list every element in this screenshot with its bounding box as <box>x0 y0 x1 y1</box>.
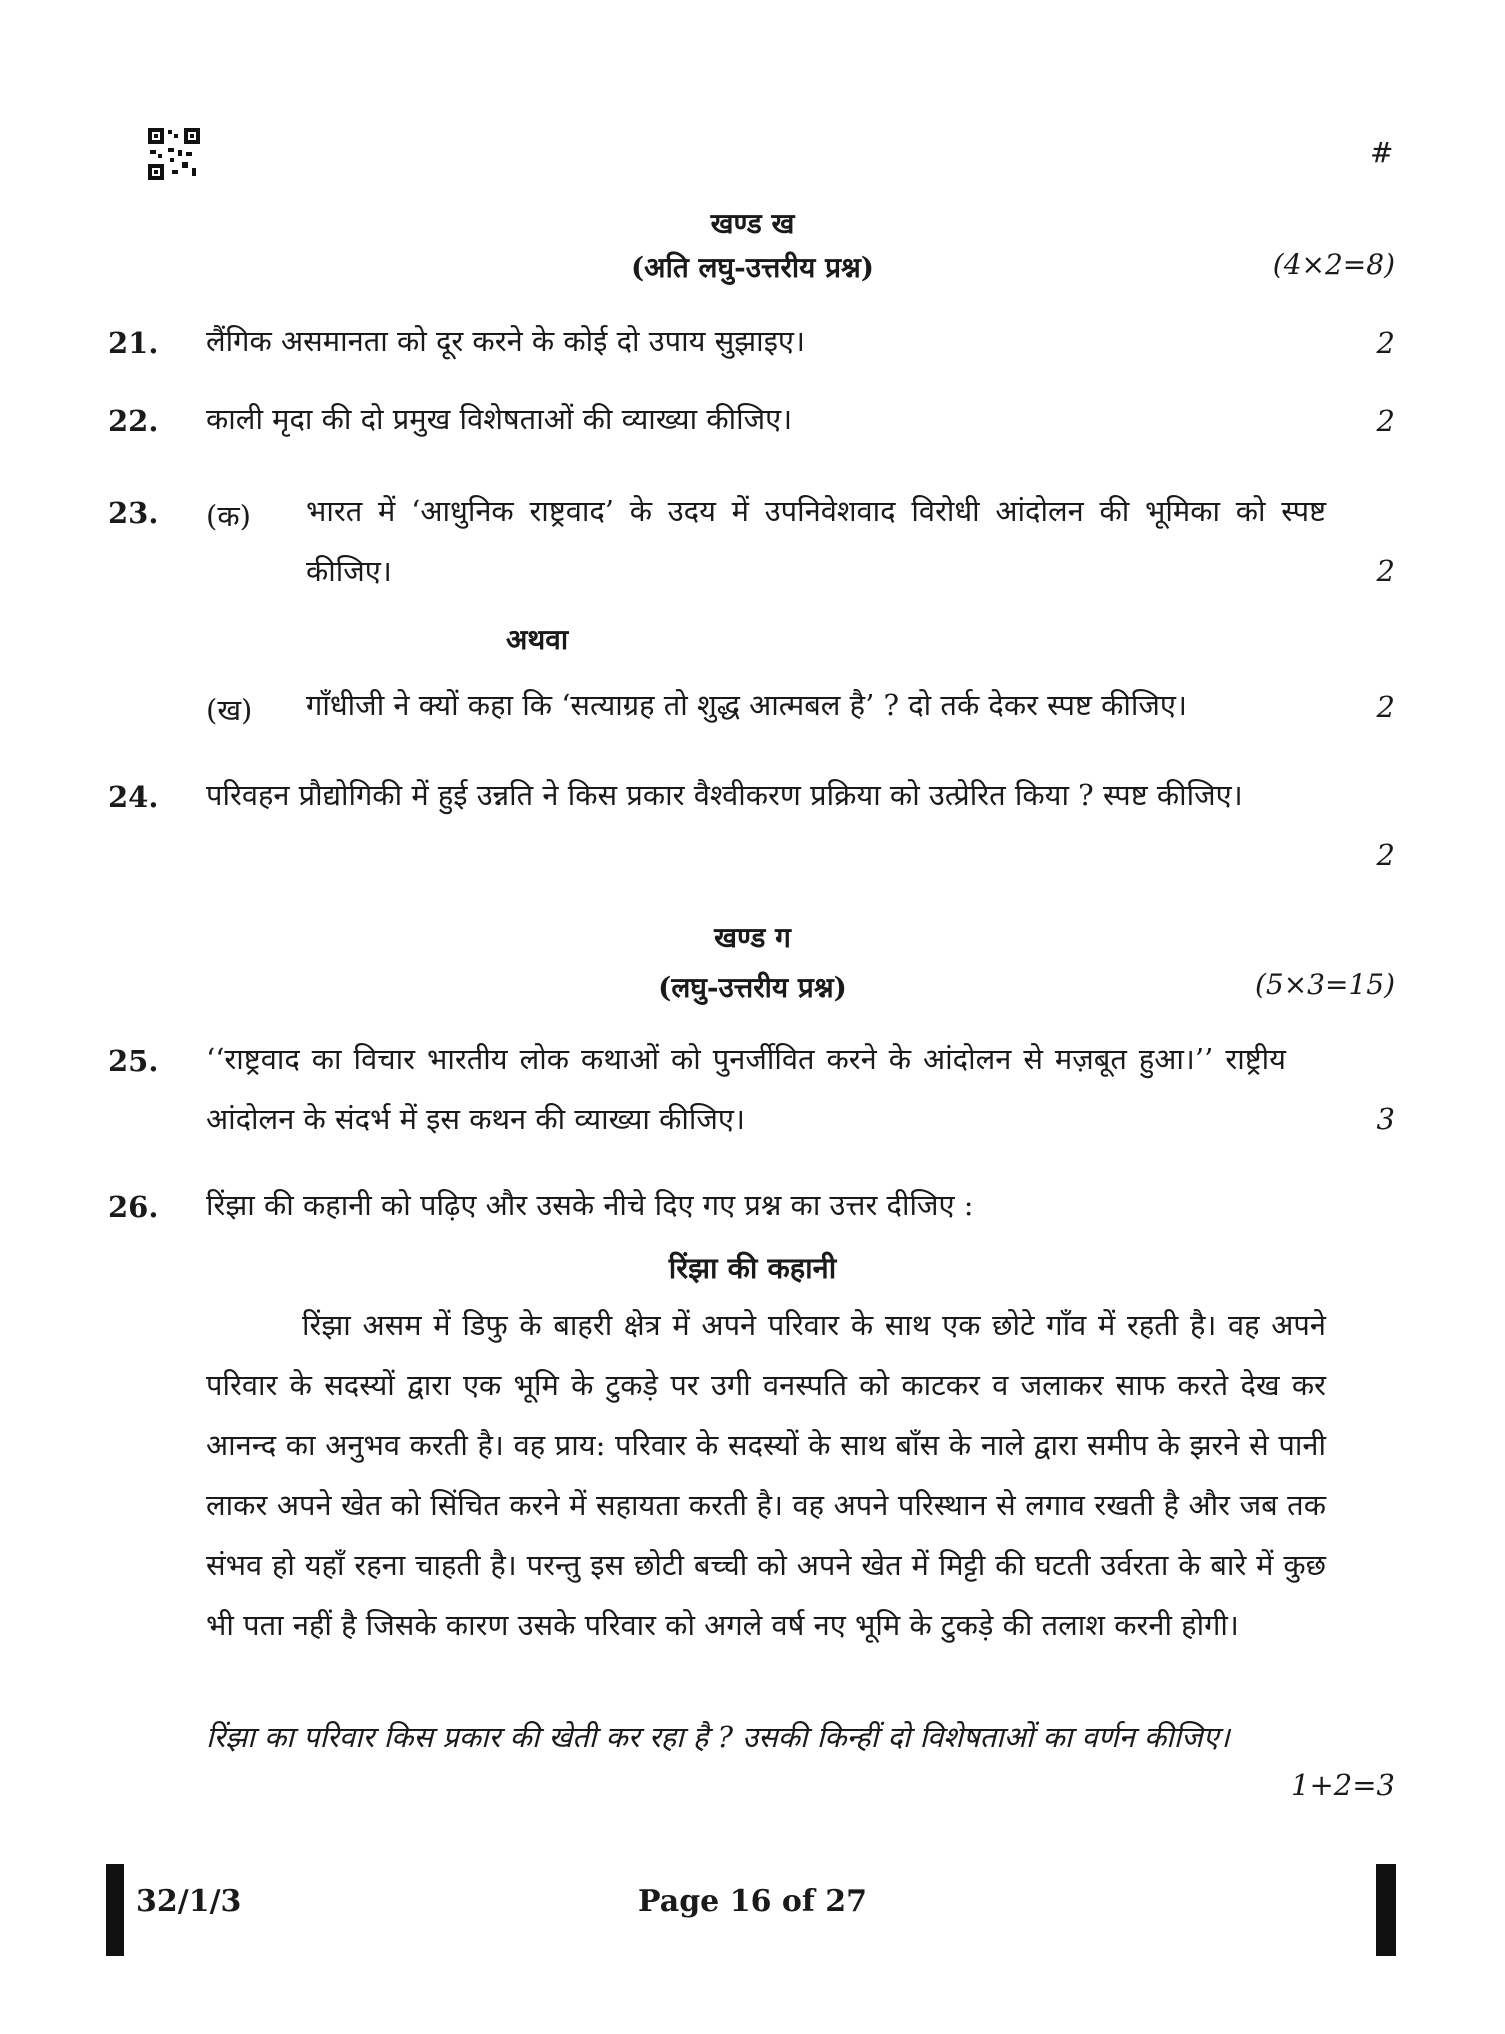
section-title: खण्ड ख <box>710 207 795 240</box>
question-mark: 2 <box>1376 404 1395 438</box>
section-title: खण्ड ग <box>714 921 791 954</box>
section-subtitle: (अति लघु-उत्तरीय प्रश्न) <box>630 251 875 284</box>
section-subtitle: (लघु-उत्तरीय प्रश्न) <box>658 971 847 1004</box>
question-mark: 2 <box>1376 554 1395 588</box>
story-passage: रिंझा असम में डिफु के बाहरी क्षेत्र में अपने परिवार के साथ एक छोटे गाँव में रहती है। वह अपने परिवार के सदस्यों द्वारा एक भूमि के टुकड़े पर उगी वनस्पति को काटकर व जलाकर साफ करते देख कर आनन्द का अनुभव करती है। वह प्राय: परिवार के सदस्यों के साथ बाँस के नाले द्वारा समीप के झरने से पानी लाकर अपने खेत को सिंचित करने में सहायता करती है। वह अपने परिस्थान से लगाव रखती है और जब तक संभव हो यहाँ रहना चाहती है। परन्तु इस छोटी बच्ची को अपने खेत में मिट्टी की घटती उर्वरता के बारे में कुछ भी पता नहीं है जिसके कारण उसके परिवार को अगले वर्ष नए भूमि के टुकड़े की तलाश करनी होगी। <box>206 1308 1326 1642</box>
option-label: (क) <box>206 499 251 533</box>
question-text: ‘‘राष्ट्रवाद का विचार भारतीय लोक कथाओं को पुनर्जीवित करने के आंदोलन से मज़बूत हुआ।’’ राष्ट्रीय आंदोलन के संदर्भ में इस कथन की व्याख्या कीजिए। <box>206 1042 1286 1136</box>
question-mark: 3 <box>1376 1102 1395 1136</box>
story-title: रिंझा की कहानी <box>668 1251 837 1285</box>
question-text: परिवहन प्रौद्योगिकी में हुई उन्नति ने किस प्रकार वैश्वीकरण प्रक्रिया को उत्प्रेरित किया ? स्पष्ट कीजिए। <box>206 778 1243 812</box>
question-text: लैंगिक असमानता को दूर करने के कोई दो उपाय सुझाइए। <box>206 324 805 358</box>
paper-code: 32/1/3 <box>136 1884 242 1919</box>
option-text: गाँधीजी ने क्यों कहा कि ‘सत्याग्रह तो शुद्ध आत्मबल है’ ? दो तर्क देकर स्पष्ट कीजिए। <box>306 688 1187 722</box>
section-marks: (5×3=15) <box>1254 968 1395 1001</box>
question-text: काली मृदा की दो प्रमुख विशेषताओं की व्याख्या कीजिए। <box>206 402 793 436</box>
question-number: 26. <box>108 1190 159 1224</box>
question-mark: 2 <box>1376 838 1395 872</box>
page-marker: # <box>1370 136 1394 169</box>
question-text: रिंझा की कहानी को पढ़िए और उसके नीचे दिए गए प्रश्न का उत्तर दीजिए : <box>206 1188 974 1222</box>
question-number: 21. <box>108 326 159 360</box>
section-marks: (4×2=8) <box>1272 248 1395 281</box>
option-label: (ख) <box>206 693 253 727</box>
option-text: भारत में ‘आधुनिक राष्ट्रवाद’ के उदय में उपनिवेशवाद विरोधी आंदोलन की भूमिका को स्पष्ट कीजिए। <box>306 494 1326 588</box>
question-mark: 2 <box>1376 326 1395 360</box>
question-mark: 1+2=3 <box>1291 1768 1395 1802</box>
story-question: रिंझा का परिवार किस प्रकार की खेती कर रहा है ? उसकी किन्हीं दो विशेषताओं का वर्णन कीजिए। <box>206 1720 1230 1754</box>
or-separator: अथवा <box>506 623 569 656</box>
question-number: 22. <box>108 404 159 438</box>
question-mark: 2 <box>1376 690 1395 724</box>
question-number: 25. <box>108 1044 159 1078</box>
page-number: Page 16 of 27 <box>638 1884 867 1919</box>
question-number: 23. <box>108 496 159 530</box>
question-number: 24. <box>108 780 159 814</box>
qr-code-icon <box>148 128 200 180</box>
